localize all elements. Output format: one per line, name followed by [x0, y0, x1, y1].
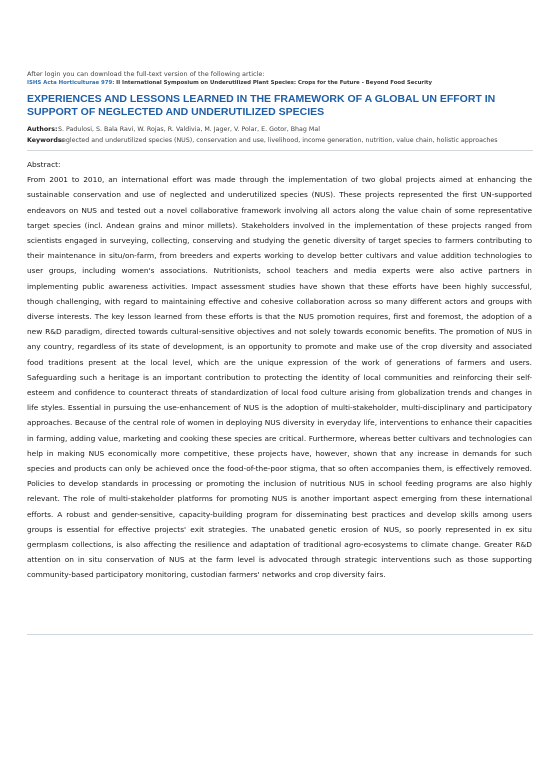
publication-series — [27, 79, 533, 87]
bottom-divider — [27, 634, 533, 635]
authors-label: Authors: — [27, 126, 58, 133]
journal-link[interactable]: ISHS Acta Horticulturae 979: — [27, 80, 115, 86]
keywords-value: neglected and underutilized species (NUS), conservation and use, livelihood, income generation, nutrition, value chain, holistic approaches — [58, 137, 498, 144]
login-note: After login you can download the full-text version of the following article: — [27, 70, 265, 78]
article-header — [27, 70, 533, 146]
authors-value: S. Padulosi, S. Bala Ravi, W. Rojas, R. Valdivia, M. Jager, V. Polar, E. Gotor, Bhag Mal — [58, 126, 320, 133]
keywords-label: Keywords: — [27, 137, 65, 144]
article-title: EXPERIENCES AND LESSONS LEARNED IN THE FRAMEWORK OF A GLOBAL UN EFFORT IN SUPPORT OF NEGLECTED AND UNDERUTILIZED SPECIES — [27, 93, 496, 118]
authors-row — [27, 124, 533, 135]
top-divider — [27, 150, 533, 151]
abstract-heading: Abstract: — [27, 160, 61, 169]
symposium-name: II International Symposium on Underutilized Plant Species: Crops for the Future - Beyond Food Security — [116, 80, 433, 86]
abstract-text: From 2001 to 2010, an international effort was made through the implementation of two global projects aimed at enhancing the sustainable conservation and use of neglected and underutilized species (NUS). These projects represented the first UN-supported endeavors on NUS and tested out a novel collaborative framework involving all actors along the value chain of some representative target species (incl. Andean grains and minor millets). Stakeholders involved in the implementation of these projects ranged from scientists engaged in surveying, collecting, conserving and studying the genetic diversity of target species to farmers contributing to their maintenance in situ/on-farm, from breeders and experts working to develop better cultivars and value addition technologies to user groups, including women's associations. Nutritionists, school teachers and media experts were also active partners in implementing public awareness activities. Impact assessment studies have shown that these efforts have been highly successful, though challenging, with regard to maintaining effective and cohesive collaboration across so many different actors and groups with diverse interests. The key lesson learned from these efforts is that the NUS promotion requires, first and foremost, the adoption of a new R&D paradigm, directed towards cultural-sensitive objectives and not solely towards economic benefits. The promotion of NUS in any country, regardless of its state of development, is an opportunity to promote and make use of the crop diversity and associated food traditions present at the local level, which are the unique expression of the work of generations of farmers and users. Safeguarding such a heritage is an important contribution to protecting the identity of local communities and reinforcing their self-esteem and confidence to counteract threats of standardization of local food culture arising from globalization trends and changes in life styles. Essential in pursuing the use-enhancement of NUS is the adoption of multi-stakeholder, multi-disciplinary and participatory approaches. Because of the central role of women in deploying NUS diversity in everyday life, interventions to enhance their capacities in farming, adding value, marketing and cooking these species are critical. Furthermore, whereas better cultivars and technologies can help in making NUS economically more competitive, these projects have, however, shown that any increase in demands for such species and products can only be achieved once the food-of-the-poor stigma, that so often accompanies them, is effectively removed. Policies to develop standards in processing or promoting the inclusion of nutritious NUS in school feeding programs are also highly relevant. The role of multi-stakeholder platforms for promoting NUS is another important aspect emerging from these international efforts. A robust and gender-sensitive, capacity-building program for disseminating best practices and develop skills among users groups is essential for effective projects' exit strategies. The unabated genetic erosion of NUS, so poorly represented in ex situ germplasm collections, is also affecting the resilience and adaptation of traditional agro-ecosystems to climate change. Greater R&D attention on in situ conservation of NUS at the farm level is advocated through strategic interventions such as those supporting community-based participatory monitoring, custodian farmers' networks and crop diversity fairs. — [27, 175, 532, 580]
keywords-row — [27, 135, 533, 146]
article-meta — [27, 124, 533, 146]
abstract-section — [27, 157, 532, 583]
